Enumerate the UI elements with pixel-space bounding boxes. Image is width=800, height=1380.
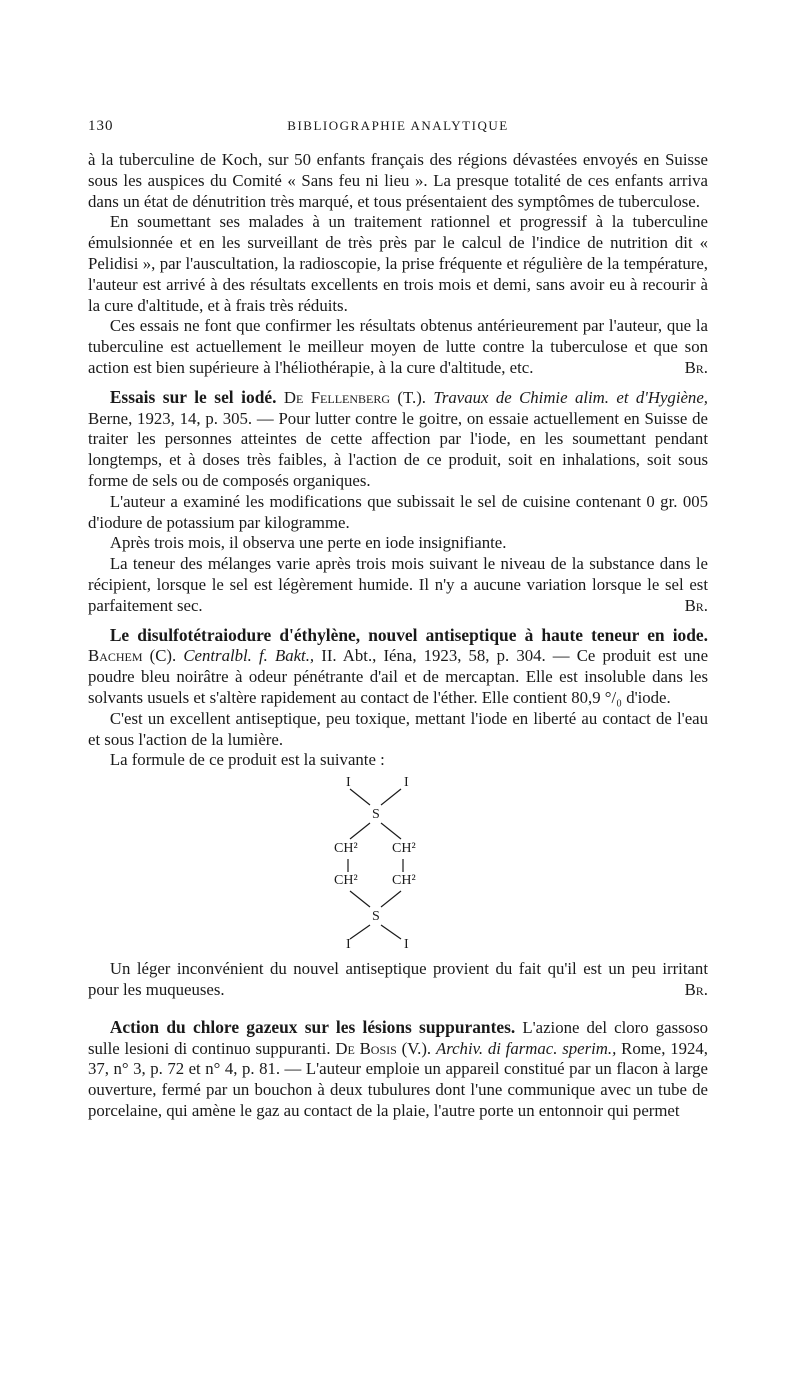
article-original-title: L'azione del cloro gassoso sulle lesioni di continuo suppuranti. <box>88 1017 708 1058</box>
page-header <box>88 118 708 138</box>
running-title: BIBLIOGRAPHIE ANALYTIQUE <box>287 118 509 133</box>
paragraph-text: La formule de ce produit est la suivante : <box>109 750 385 770</box>
paragraph <box>88 212 708 316</box>
article-entry <box>88 625 708 709</box>
paragraph-text: Un léger inconvénient du nouvel antiseptique provient du fait qu'il est un peu irritant pour les muqueuses. <box>88 959 708 999</box>
article-author: De Fellenberg (T.). <box>283 387 427 407</box>
article-journal: Centralbl. f. Bakt., <box>183 646 315 666</box>
paragraph-text: L'auteur a examiné les modifications que subissait le sel de cuisine contenant 0 gr. 005 d'iodure de potassium par kilogramme. <box>88 491 708 532</box>
paragraph-text: En soumettant ses malades à un traitement rationnel et progressif à la tuberculine émulsionnée et en les surveillant de très près par le calcul de l'indice de nutrition dit « Pelidisi », par l'auscultation, la radioscopie, la prise fréquente et régulière de la température, l'auteur est arrivé à des résultats excellents en trois mois et demi, sans avoir eu à recourir à la cure d'altitude, et à frais très réduits. <box>88 212 708 315</box>
paragraph <box>88 750 708 771</box>
sulfur-label: S <box>372 807 380 823</box>
article-text: II. Abt., Iéna, 1923, 58, p. 304. — Ce produit est une poudre bleu noirâtre à odeur pénétrante d'ail et de mercaptan. Elle est insoluble dans les solvants usuels et s'altère rapidement au contact de l'éther. Elle contient 80,9 °/₀ d'iode. <box>88 646 709 707</box>
article-entry <box>88 1017 708 1122</box>
page-number: 130 <box>88 118 114 134</box>
paragraph <box>88 533 708 554</box>
signature: Br. <box>684 357 708 377</box>
article-author: De Bosis (V.). <box>335 1038 432 1058</box>
chemical-formula <box>88 775 708 953</box>
paragraph-text: C'est un excellent antiseptique, peu toxique, mettant l'iode en liberté au contact de l'eau et sous l'action de la lumière. <box>88 708 708 749</box>
paragraph <box>88 709 708 751</box>
formula-bonds <box>308 775 468 953</box>
paragraph <box>88 554 708 616</box>
article-journal: Travaux de Chimie alim. et d'Hygiène, <box>433 387 708 407</box>
paragraph <box>88 492 708 534</box>
signature: Br. <box>684 595 708 615</box>
methylene-label: CH² <box>392 841 416 857</box>
article-title: Action du chlore gazeux sur les lésions suppurantes. <box>109 1016 516 1037</box>
methylene-label: CH² <box>334 873 358 889</box>
paragraph-text: Après trois mois, il observa une perte en iode insignifiante. <box>109 533 507 553</box>
article-entry <box>88 387 708 492</box>
article-author: Bachem (C). <box>88 646 177 666</box>
paragraph-text: La teneur des mélanges varie après trois mois suivant le niveau de la substance dans le récipient, lorsque le sel est légèrement humide. Il n'y a aucune variation lorsque le sel est parfaitement sec. <box>88 554 708 615</box>
methylene-label: CH² <box>392 873 416 889</box>
article-title: Essais sur le sel iodé. <box>109 386 277 407</box>
sulfur-label: S <box>372 909 380 925</box>
article-text: Rome, 1924, 37, n° 3, p. 72 et n° 4, p. 81. — L'auteur emploie un appareil constitué par un flacon à large ouverture, fermé par un bouchon à deux tubulures dont l'une communique avec un tube de porcelaine, qui amène le gaz au contact de la plaie, l'autre porte un entonnoir qui permet <box>88 1038 708 1120</box>
article-title: Le disulfotétraiodure d'éthylène, nouvel antiseptique à haute teneur en iode. <box>109 624 708 645</box>
paragraph-text: Ces essais ne font que confirmer les résultats obtenus antérieurement par l'auteur, que la tuberculine est actuellement le meilleur moyen de lutte contre la tuberculose et que son action est bien supérieure à l'héliothérapie, à la cure d'altitude, etc. <box>88 316 708 377</box>
signature: Br. <box>684 979 708 999</box>
paragraph <box>88 959 708 1001</box>
iodine-label: I <box>346 775 351 791</box>
article-text: Berne, 1923, 14, p. 305. — Pour lutter contre le goitre, on essaie actuellement en Suisse de traiter les personnes atteintes de cette affection par l'iode, en les soumettant pendant longtemps, et à doses très faibles, à l'action de ce produit, soit en inhalations, soit sous forme de sels ou de composés organiques. <box>88 408 708 490</box>
methylene-label: CH² <box>334 841 358 857</box>
paragraph <box>88 150 708 212</box>
paragraph <box>88 316 708 378</box>
iodine-label: I <box>404 937 409 953</box>
iodine-label: I <box>346 937 351 953</box>
iodine-label: I <box>404 775 409 791</box>
page-body <box>88 150 708 1122</box>
article-journal: Archiv. di farmac. sperim., <box>435 1038 617 1058</box>
paragraph-text: à la tuberculine de Koch, sur 50 enfants français des régions dévastées envoyés en Suisse sous les auspices du Comité « Sans feu ni lieu ». La presque totalité de ces enfants arriva dans un état de dénutrition très marqué, et tous présentaient des symptômes de tuberculose. <box>88 150 708 211</box>
